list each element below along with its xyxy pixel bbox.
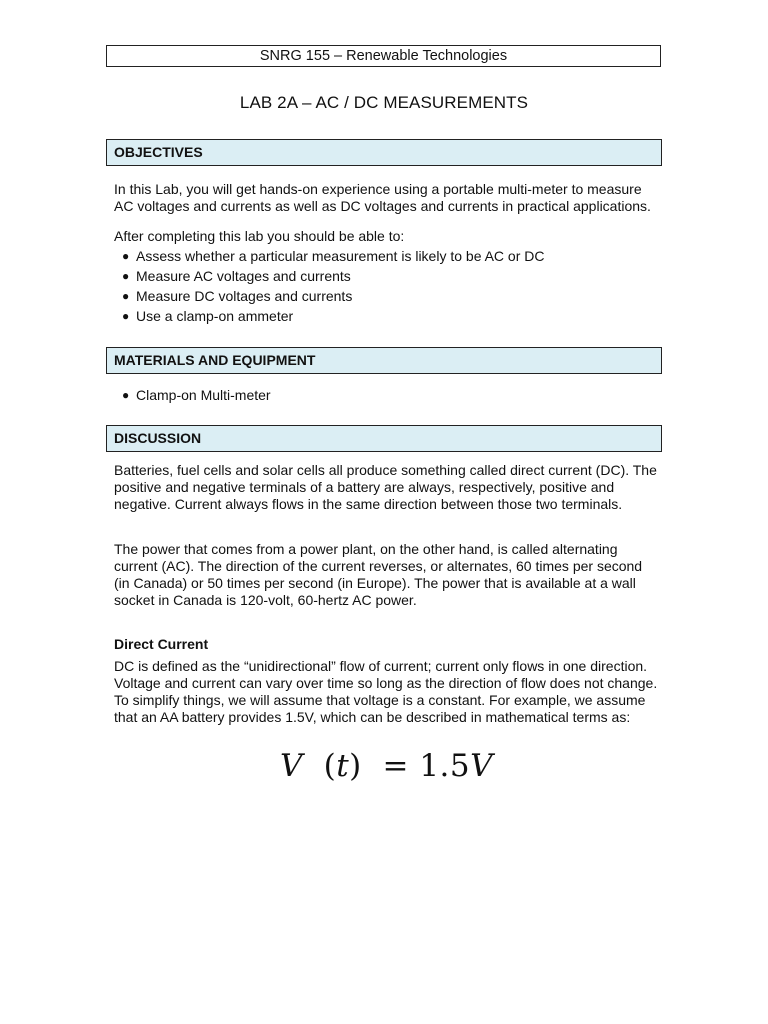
list-item — [122, 246, 545, 266]
course-title-box — [106, 45, 661, 67]
objectives-intro: In this Lab, you will get hands-on experience using a portable multi-meter to measure AC voltages and currents as well as DC voltages and currents in practical applications. — [114, 181, 651, 214]
equation-rhs-unit: V — [470, 748, 494, 784]
objectives-lead: After completing this lab you should be able to: — [114, 228, 405, 244]
equation-rhs-value: 1.5 — [419, 748, 471, 784]
list-item — [122, 266, 545, 286]
discussion-paragraph-dc: Batteries, fuel cells and solar cells all produce something called direct current (DC). The positive and negative terminals of a battery are always, respectively, positive and negative. Current always flows in the same direction between those two terminals. — [114, 462, 657, 512]
list-item — [122, 286, 545, 306]
bullet-icon: ● — [122, 388, 130, 402]
objectives-list — [122, 246, 545, 326]
objectives-heading: OBJECTIVES — [106, 139, 662, 166]
list-item-text: Measure AC voltages and currents — [136, 268, 351, 284]
discussion-paragraph-ac: The power that comes from a power plant, on the other hand, is called alternating current (AC). The direction of the current reverses, or alternates, 60 times per second (in Canada) or 50 times per second (in Europe). The power that is available at a wall socket in Canada is 120-volt, 60-hertz AC power. — [114, 541, 643, 608]
list-item-text: Measure DC voltages and currents — [136, 288, 353, 304]
equation-lhs-variable: V — [280, 748, 303, 784]
course-title: SNRG 155 – Renewable Technologies — [259, 48, 508, 64]
list-item — [122, 306, 545, 326]
list-item — [122, 385, 271, 405]
bullet-icon: ● — [122, 289, 130, 303]
list-item-text: Assess whether a particular measurement is likely to be AC or DC — [136, 248, 545, 264]
bullet-icon: ● — [122, 309, 130, 323]
materials-list — [122, 385, 271, 405]
materials-heading: MATERIALS AND EQUIPMENT — [106, 347, 662, 374]
bullet-icon: ● — [122, 249, 130, 263]
bullet-icon: ● — [122, 269, 130, 283]
direct-current-paragraph: DC is defined as the “unidirectional” flow of current; current only flows in one direction. Voltage and current can vary over time so long as the direction of flow does not change. To simplify things, we will assume that voltage is a constant. For example, we assume that an AA battery provides 1.5V, which can be described in mathematical terms as: — [114, 658, 658, 725]
lab-title: LAB 2A – AC / DC MEASUREMENTS — [239, 93, 529, 112]
equation-lhs-argument: t — [336, 748, 350, 784]
direct-current-subheading: Direct Current — [114, 636, 209, 652]
list-item-text: Clamp-on Multi-meter — [136, 387, 271, 403]
list-item-text: Use a clamp-on ammeter — [136, 308, 294, 324]
discussion-heading: DISCUSSION — [106, 425, 662, 452]
voltage-equation: V (t) = 1.5V — [280, 748, 494, 784]
